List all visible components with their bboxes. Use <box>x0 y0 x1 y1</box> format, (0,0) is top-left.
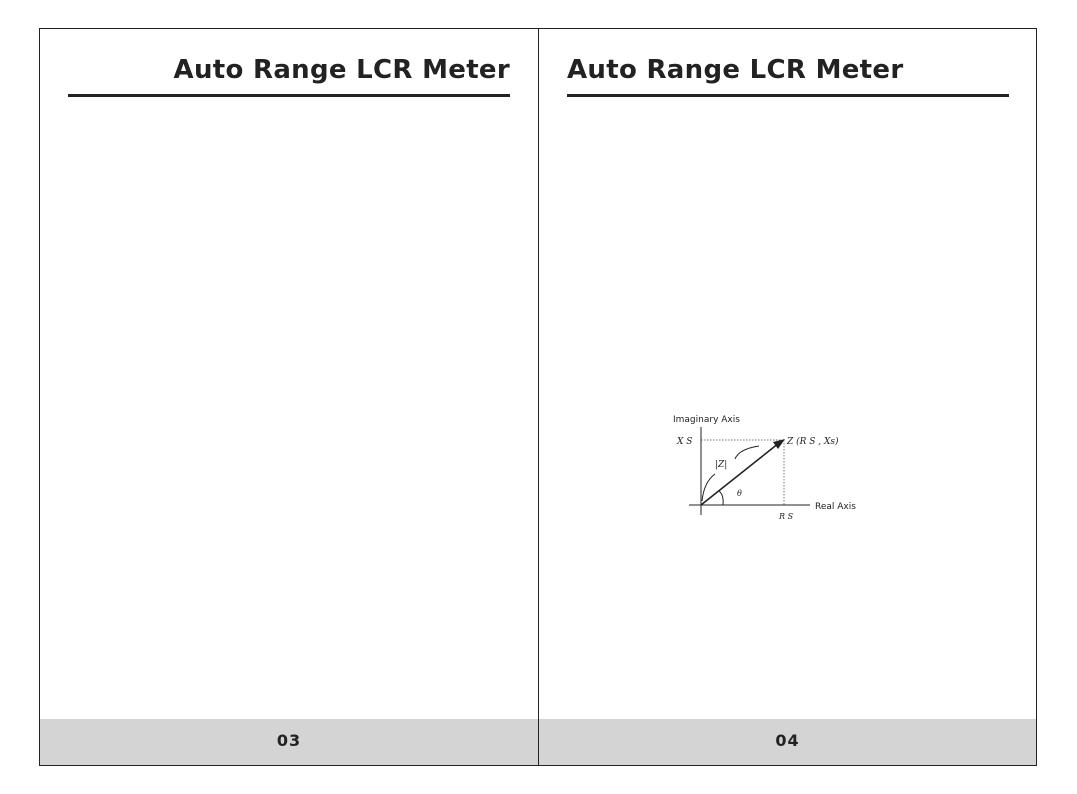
point-label: Z (R S , Xs) <box>787 437 839 447</box>
document-spread <box>39 28 1037 766</box>
page-footer <box>539 719 1036 765</box>
title-underline <box>68 94 510 97</box>
page-footer <box>40 719 538 765</box>
rs-label: R S <box>779 512 794 521</box>
page-03 <box>40 29 539 765</box>
imaginary-axis-label: Imaginary Axis <box>673 415 740 425</box>
page-number: 03 <box>276 731 302 750</box>
magnitude-arc <box>702 474 715 501</box>
z-vector-arrowhead <box>773 439 785 449</box>
magnitude-label: |Z| <box>715 460 728 470</box>
impedance-vector-diagram <box>667 407 867 527</box>
angle-label: θ <box>737 489 742 498</box>
real-axis-label: Real Axis <box>815 502 856 512</box>
angle-arc <box>719 491 723 505</box>
page-04 <box>539 29 1036 765</box>
xs-label: X S <box>677 437 693 447</box>
page-title: Auto Range LCR Meter <box>567 55 904 85</box>
title-underline <box>567 94 1009 97</box>
page-title: Auto Range LCR Meter <box>173 55 510 85</box>
page-number: 04 <box>775 731 800 750</box>
magnitude-arc-upper <box>735 446 759 459</box>
